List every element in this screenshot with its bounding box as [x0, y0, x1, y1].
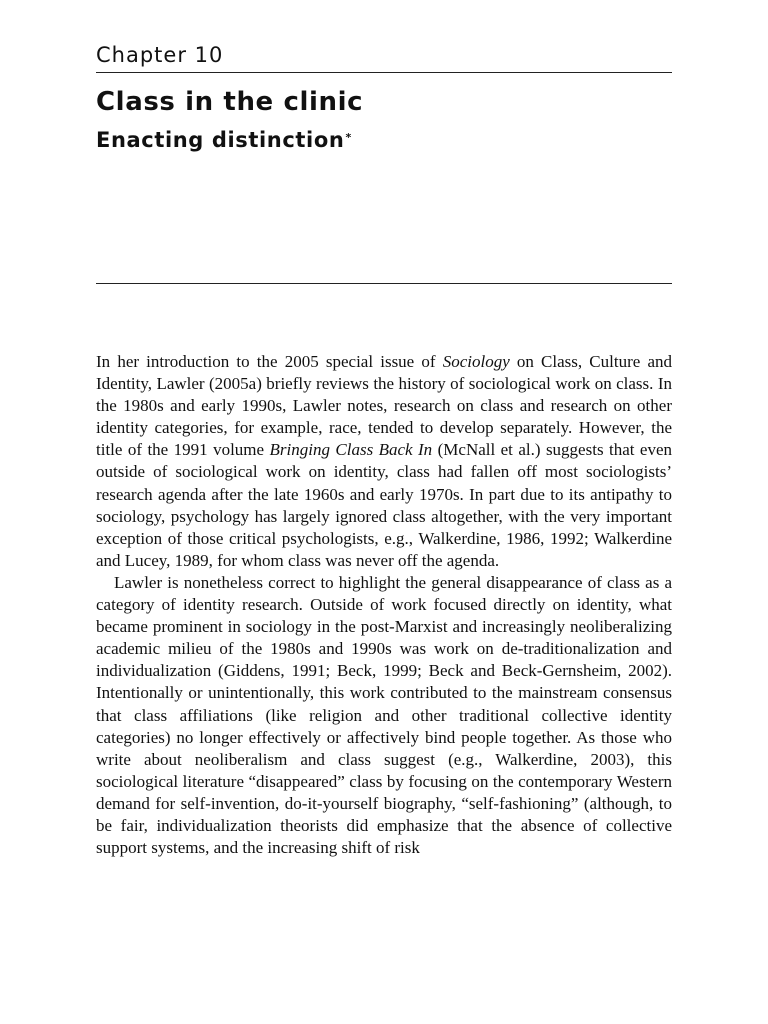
- title-rule: [96, 283, 672, 284]
- header-rule: [96, 72, 672, 73]
- paragraph-2: Lawler is nonetheless correct to highlight the general disappearance of class as a category of identity research. Outside of work focused directly on identity, what became prominent in sociology in the post-Marxist and increasingly neoliberalizing academic milieu of the 1980s and 1990s was work on de-traditionalization and individualization (Giddens, 1991; Beck, 1999; Beck and Beck-Gernsheim, 2002). Intentionally or unintentionally, this work contributed to the mainstream consensus that class affiliations (like religion and other traditional collective identity categories) no longer effectively or affectively bind people together. As those who write about neoliberalism and class suggest (e.g., Walkerdine, 2003), this sociological literature “disappeared” class by focusing on the contemporary Western demand for self-invention, do-it-yourself biography, “self-fashioning” (although, to be fair, individualization theorists did emphasize that the absence of collective support systems, and the increasing shift of risk: [96, 572, 672, 858]
- footnote-marker: *: [345, 131, 352, 144]
- chapter-subtitle: [96, 124, 352, 156]
- volume-title: Bringing Class Back In: [269, 440, 433, 460]
- chapter-title: Class in the clinic: [96, 87, 364, 117]
- book-page: [96, 0, 672, 1024]
- paragraph-1-text-b: on Class, Culture and Identity, Lawler (2005a) briefly reviews the history of sociological work on class. In the 1980s and early 1990s, Lawler notes, research on class and research on other identity categories, for example, race, tended to develop separately. However, the title of the 1991 volume: [96, 352, 672, 460]
- paragraph-1-text-c: (McNall et al.) suggests that even outside of sociological work on identity, class had fallen off most sociologists’ research agenda after the late 1960s and early 1970s. In part due to its antipathy to sociology, psychology has largely ignored class altogether, with the very important exception of those critical psychologists, e.g., Walkerdine, 1986, 1992; Walkerdine and Lucey, 1989, for whom class was never off the agenda.: [96, 440, 672, 570]
- chapter-label: Chapter 10: [96, 43, 224, 67]
- paragraph-1: [96, 351, 672, 572]
- journal-title: Sociology: [442, 352, 510, 371]
- paragraph-1-text-a: In her introduction to the 2005 special issue of: [96, 352, 443, 371]
- chapter-subtitle-text: Enacting distinction: [96, 128, 345, 152]
- body-text: [96, 351, 672, 859]
